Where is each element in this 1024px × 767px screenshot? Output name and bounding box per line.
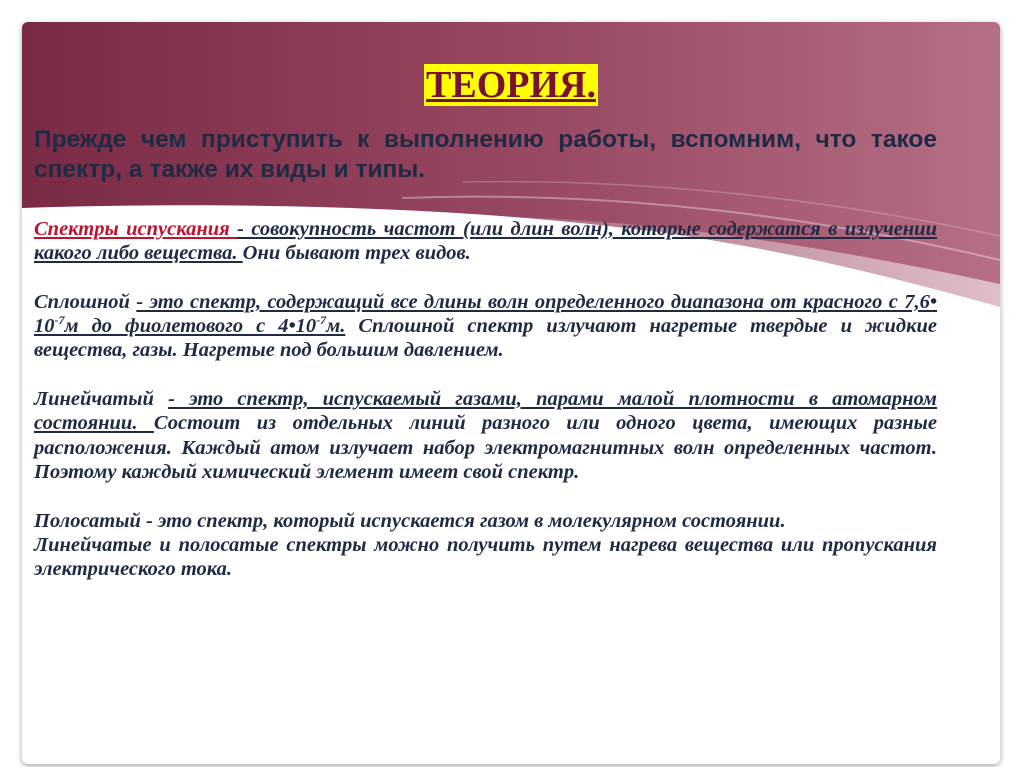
slide-title: [22, 64, 1000, 106]
band-paragraph: Полосатый - это спектр, который испускается газом в молекулярном состоянии.: [34, 509, 786, 532]
slide: [22, 22, 1000, 764]
line-definition: - это спектр, испускаемый газами, парами малой плотности в атомарном состоянии.: [34, 388, 937, 435]
continuous-term: Сплошной: [34, 290, 137, 313]
emission-definition: - совокупность частот (или длин волн), которые содержатся в излучении какого либо вещества.: [34, 218, 937, 265]
line-term: Линейчатый: [34, 388, 169, 411]
closing-paragraph: Линейчатые и полосатые спектры можно получить путем нагрева вещества или пропускания электрического тока.: [34, 533, 937, 581]
emission-term: Спектры испускания: [34, 218, 238, 240]
content-body: [34, 217, 937, 581]
continuous-def-a: - это спектр, содержащий все длины волн определенного диапазона от красного с 7,6• 10: [34, 290, 937, 338]
emission-rest: Они бывают трех видов.: [242, 242, 471, 265]
continuous-def-b: м до фиолетового с 4•10: [64, 315, 317, 338]
continuous-exp-1: -7: [54, 313, 65, 328]
line-paragraph: [34, 387, 937, 484]
continuous-exp-2: -7: [316, 313, 327, 328]
line-rest: Состоит из отдельных линий разного или одного цвета, имеющих разные расположения. Каждый атом излучает набор электромагнитных волн определенных частот. Поэтому каждый химический элемент имеет свой спектр.: [34, 412, 937, 483]
continuous-paragraph: [34, 290, 937, 363]
continuous-def-c: м.: [326, 315, 346, 338]
continuous-rest: Сплошной спектр излучают нагретые твердые и жидкие вещества, газы. Нагретые под большим давлением.: [34, 315, 937, 362]
emission-paragraph: [34, 217, 937, 266]
slide-title-text: ТЕОРИЯ.: [426, 64, 596, 106]
intro-paragraph: Прежде чем приступить к выполнению работы, вспомним, что такое спектр, а также их виды и типы.: [34, 126, 937, 183]
